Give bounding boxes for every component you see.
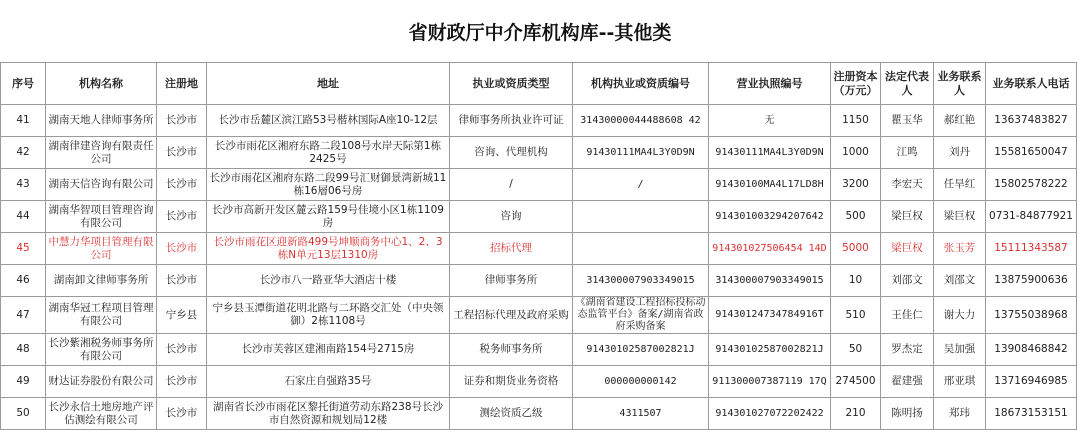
cell-index: 41 bbox=[1, 105, 46, 137]
cell-registration: 长沙市 bbox=[157, 137, 207, 169]
column-header: 法定代表人 bbox=[881, 63, 934, 105]
column-header: 注册地 bbox=[157, 63, 207, 105]
cell-phone: 13908468842 bbox=[986, 334, 1077, 366]
cell-phone: 15581650047 bbox=[986, 137, 1077, 169]
cell-address: 长沙市八一路亚华大酒店十楼 bbox=[207, 265, 450, 297]
cell-agency-name: 湖南天信咨询有限公司 bbox=[46, 169, 157, 201]
cell-index: 50 bbox=[1, 398, 46, 430]
cell-index: 46 bbox=[1, 265, 46, 297]
cell-address: 湖南省长沙市雨花区黎托街道劳动东路238号长沙市自然资源和规划局12楼 bbox=[207, 398, 450, 430]
cell-license-type: / bbox=[450, 169, 573, 201]
cell-license-type: 招标代理 bbox=[450, 233, 573, 265]
cell-agency-name: 长沙永信土地房地产评估测绘有限公司 bbox=[46, 398, 157, 430]
cell-contact: 谢大力 bbox=[934, 297, 986, 334]
column-header: 机构名称 bbox=[46, 63, 157, 105]
page-title: 省财政厅中介库机构库--其他类 bbox=[408, 21, 672, 44]
cell-index: 42 bbox=[1, 137, 46, 169]
cell-capital: 1150 bbox=[831, 105, 881, 137]
table-row bbox=[1, 169, 1077, 201]
cell-business-license: 无 bbox=[709, 105, 831, 137]
cell-license-number: 91430102587002821J bbox=[573, 334, 709, 366]
cell-registration: 长沙市 bbox=[157, 334, 207, 366]
cell-legal-rep: 梁巨权 bbox=[881, 201, 934, 233]
cell-agency-name: 湖南卸文律师事务所 bbox=[46, 265, 157, 297]
cell-registration: 长沙市 bbox=[157, 105, 207, 137]
cell-agency-name: 湖南华智项目管理咨询有限公司 bbox=[46, 201, 157, 233]
table-row bbox=[1, 398, 1077, 430]
cell-phone: 0731-84877921 bbox=[986, 201, 1077, 233]
table-row bbox=[1, 366, 1077, 398]
cell-agency-name: 中慧力华项目管理有限公司 bbox=[46, 233, 157, 265]
cell-license-type: 咨询、代理机构 bbox=[450, 137, 573, 169]
table-body bbox=[1, 105, 1077, 430]
cell-registration: 长沙市 bbox=[157, 201, 207, 233]
column-header: 注册资本（万元） bbox=[831, 63, 881, 105]
cell-address: 长沙市雨花区湘府东路二段99号汇财御景湾新城11栋16層06号房 bbox=[207, 169, 450, 201]
cell-registration: 宁乡县 bbox=[157, 297, 207, 334]
cell-business-license: 914301003294207642 bbox=[709, 201, 831, 233]
cell-contact: 张玉芳 bbox=[934, 233, 986, 265]
table-row bbox=[1, 201, 1077, 233]
cell-business-license: 91430100MA4L17LD8H bbox=[709, 169, 831, 201]
cell-business-license: 314300007903349015 bbox=[709, 265, 831, 297]
cell-capital: 50 bbox=[831, 334, 881, 366]
cell-license-number: 000000000142 bbox=[573, 366, 709, 398]
agency-table bbox=[0, 62, 1077, 430]
cell-legal-rep: 江鸣 bbox=[881, 137, 934, 169]
cell-address: 长沙市高新开发区麓云路159号佳境小区1栋1109房 bbox=[207, 201, 450, 233]
cell-registration: 长沙市 bbox=[157, 398, 207, 430]
cell-address: 长沙市雨花区迎新路499号坤顺商务中心1、2、3栋N单元13层1310房 bbox=[207, 233, 450, 265]
cell-contact: 郑玮 bbox=[934, 398, 986, 430]
cell-capital: 500 bbox=[831, 201, 881, 233]
cell-legal-rep: 陈明扬 bbox=[881, 398, 934, 430]
cell-address: 长沙市岳麓区滨江路53号楷林国际A座10-12层 bbox=[207, 105, 450, 137]
cell-phone: 13875900636 bbox=[986, 265, 1077, 297]
cell-license-type: 律师事务所执业许可证 bbox=[450, 105, 573, 137]
cell-business-license: 914301027506454 14D bbox=[709, 233, 831, 265]
cell-license-number: 《湖南省建设工程招标投标动态监管平台》备案/湖南省政府采购备案 bbox=[573, 297, 709, 334]
column-header: 业务联系人电话 bbox=[986, 63, 1077, 105]
cell-phone: 13716946985 bbox=[986, 366, 1077, 398]
cell-phone: 13755038968 bbox=[986, 297, 1077, 334]
cell-license-number bbox=[573, 233, 709, 265]
cell-index: 45 bbox=[1, 233, 46, 265]
cell-license-type: 律师事务所 bbox=[450, 265, 573, 297]
cell-phone: 15111343587 bbox=[986, 233, 1077, 265]
cell-index: 47 bbox=[1, 297, 46, 334]
cell-legal-rep: 翟建强 bbox=[881, 366, 934, 398]
cell-contact: 梁巨权 bbox=[934, 201, 986, 233]
column-header: 机构执业或资质编号 bbox=[573, 63, 709, 105]
cell-legal-rep: 瞿玉华 bbox=[881, 105, 934, 137]
column-header: 业务联系人 bbox=[934, 63, 986, 105]
cell-agency-name: 财达证券股份有限公司 bbox=[46, 366, 157, 398]
cell-address: 石家庄自强路35号 bbox=[207, 366, 450, 398]
cell-contact: 郝红艳 bbox=[934, 105, 986, 137]
cell-contact: 刘邵文 bbox=[934, 265, 986, 297]
cell-registration: 长沙市 bbox=[157, 366, 207, 398]
cell-legal-rep: 李宏天 bbox=[881, 169, 934, 201]
cell-index: 44 bbox=[1, 201, 46, 233]
cell-agency-name: 湖南律建咨询有限责任公司 bbox=[46, 137, 157, 169]
cell-address: 长沙市芙蓉区建湘南路154号2715房 bbox=[207, 334, 450, 366]
cell-index: 49 bbox=[1, 366, 46, 398]
cell-phone: 15802578222 bbox=[986, 169, 1077, 201]
table-row bbox=[1, 265, 1077, 297]
cell-address: 宁乡县玉潭街道花明北路与二环路交汇处（中央领御）2栋1108号 bbox=[207, 297, 450, 334]
cell-business-license: 91430124734784916T bbox=[709, 297, 831, 334]
cell-license-type: 咨询 bbox=[450, 201, 573, 233]
cell-license-number: / bbox=[573, 169, 709, 201]
table-row bbox=[1, 233, 1077, 265]
cell-contact: 任旱红 bbox=[934, 169, 986, 201]
cell-business-license: 911300007387119 17Q bbox=[709, 366, 831, 398]
cell-index: 48 bbox=[1, 334, 46, 366]
cell-license-type: 工程招标代理及政府采购 bbox=[450, 297, 573, 334]
cell-capital: 274500 bbox=[831, 366, 881, 398]
cell-license-number: 314300007903349015 bbox=[573, 265, 709, 297]
cell-address: 长沙市雨花区湘府东路二段108号水岸天际第1栋2425号 bbox=[207, 137, 450, 169]
cell-license-number bbox=[573, 201, 709, 233]
cell-contact: 刘丹 bbox=[934, 137, 986, 169]
cell-phone: 13637483827 bbox=[986, 105, 1077, 137]
table-row bbox=[1, 334, 1077, 366]
cell-business-license: 91430111MA4L3Y0D9N bbox=[709, 137, 831, 169]
cell-capital: 510 bbox=[831, 297, 881, 334]
column-header: 执业或资质类型 bbox=[450, 63, 573, 105]
column-header: 地址 bbox=[207, 63, 450, 105]
cell-agency-name: 长沙紫湘税务师事务所有限公司 bbox=[46, 334, 157, 366]
cell-contact: 吴加强 bbox=[934, 334, 986, 366]
cell-business-license: 91430102587002821J bbox=[709, 334, 831, 366]
cell-legal-rep: 刘邵文 bbox=[881, 265, 934, 297]
cell-capital: 3200 bbox=[831, 169, 881, 201]
cell-registration: 长沙市 bbox=[157, 169, 207, 201]
table-row bbox=[1, 297, 1077, 334]
table-row bbox=[1, 105, 1077, 137]
column-header: 序号 bbox=[1, 63, 46, 105]
column-header: 营业执照编号 bbox=[709, 63, 831, 105]
cell-legal-rep: 罗杰定 bbox=[881, 334, 934, 366]
table-row bbox=[1, 137, 1077, 169]
cell-license-number: 4311507 bbox=[573, 398, 709, 430]
cell-agency-name: 湖南天地人律师事务所 bbox=[46, 105, 157, 137]
cell-agency-name: 湖南华冠工程项目管理有限公司 bbox=[46, 297, 157, 334]
cell-index: 43 bbox=[1, 169, 46, 201]
cell-license-type: 证券和期货业务资格 bbox=[450, 366, 573, 398]
cell-business-license: 914301027072202422 bbox=[709, 398, 831, 430]
cell-capital: 5000 bbox=[831, 233, 881, 265]
cell-capital: 10 bbox=[831, 265, 881, 297]
table-header-row bbox=[1, 63, 1077, 105]
cell-capital: 1000 bbox=[831, 137, 881, 169]
cell-license-number: 91430111MA4L3Y0D9N bbox=[573, 137, 709, 169]
cell-contact: 邢亚琪 bbox=[934, 366, 986, 398]
cell-registration: 长沙市 bbox=[157, 265, 207, 297]
cell-capital: 210 bbox=[831, 398, 881, 430]
cell-license-type: 税务师事务所 bbox=[450, 334, 573, 366]
cell-registration: 长沙市 bbox=[157, 233, 207, 265]
cell-license-type: 测绘资质乙级 bbox=[450, 398, 573, 430]
cell-legal-rep: 王佳仁 bbox=[881, 297, 934, 334]
cell-legal-rep: 梁巨权 bbox=[881, 233, 934, 265]
cell-license-number: 31430000044488608 42 bbox=[573, 105, 709, 137]
cell-phone: 18673153151 bbox=[986, 398, 1077, 430]
